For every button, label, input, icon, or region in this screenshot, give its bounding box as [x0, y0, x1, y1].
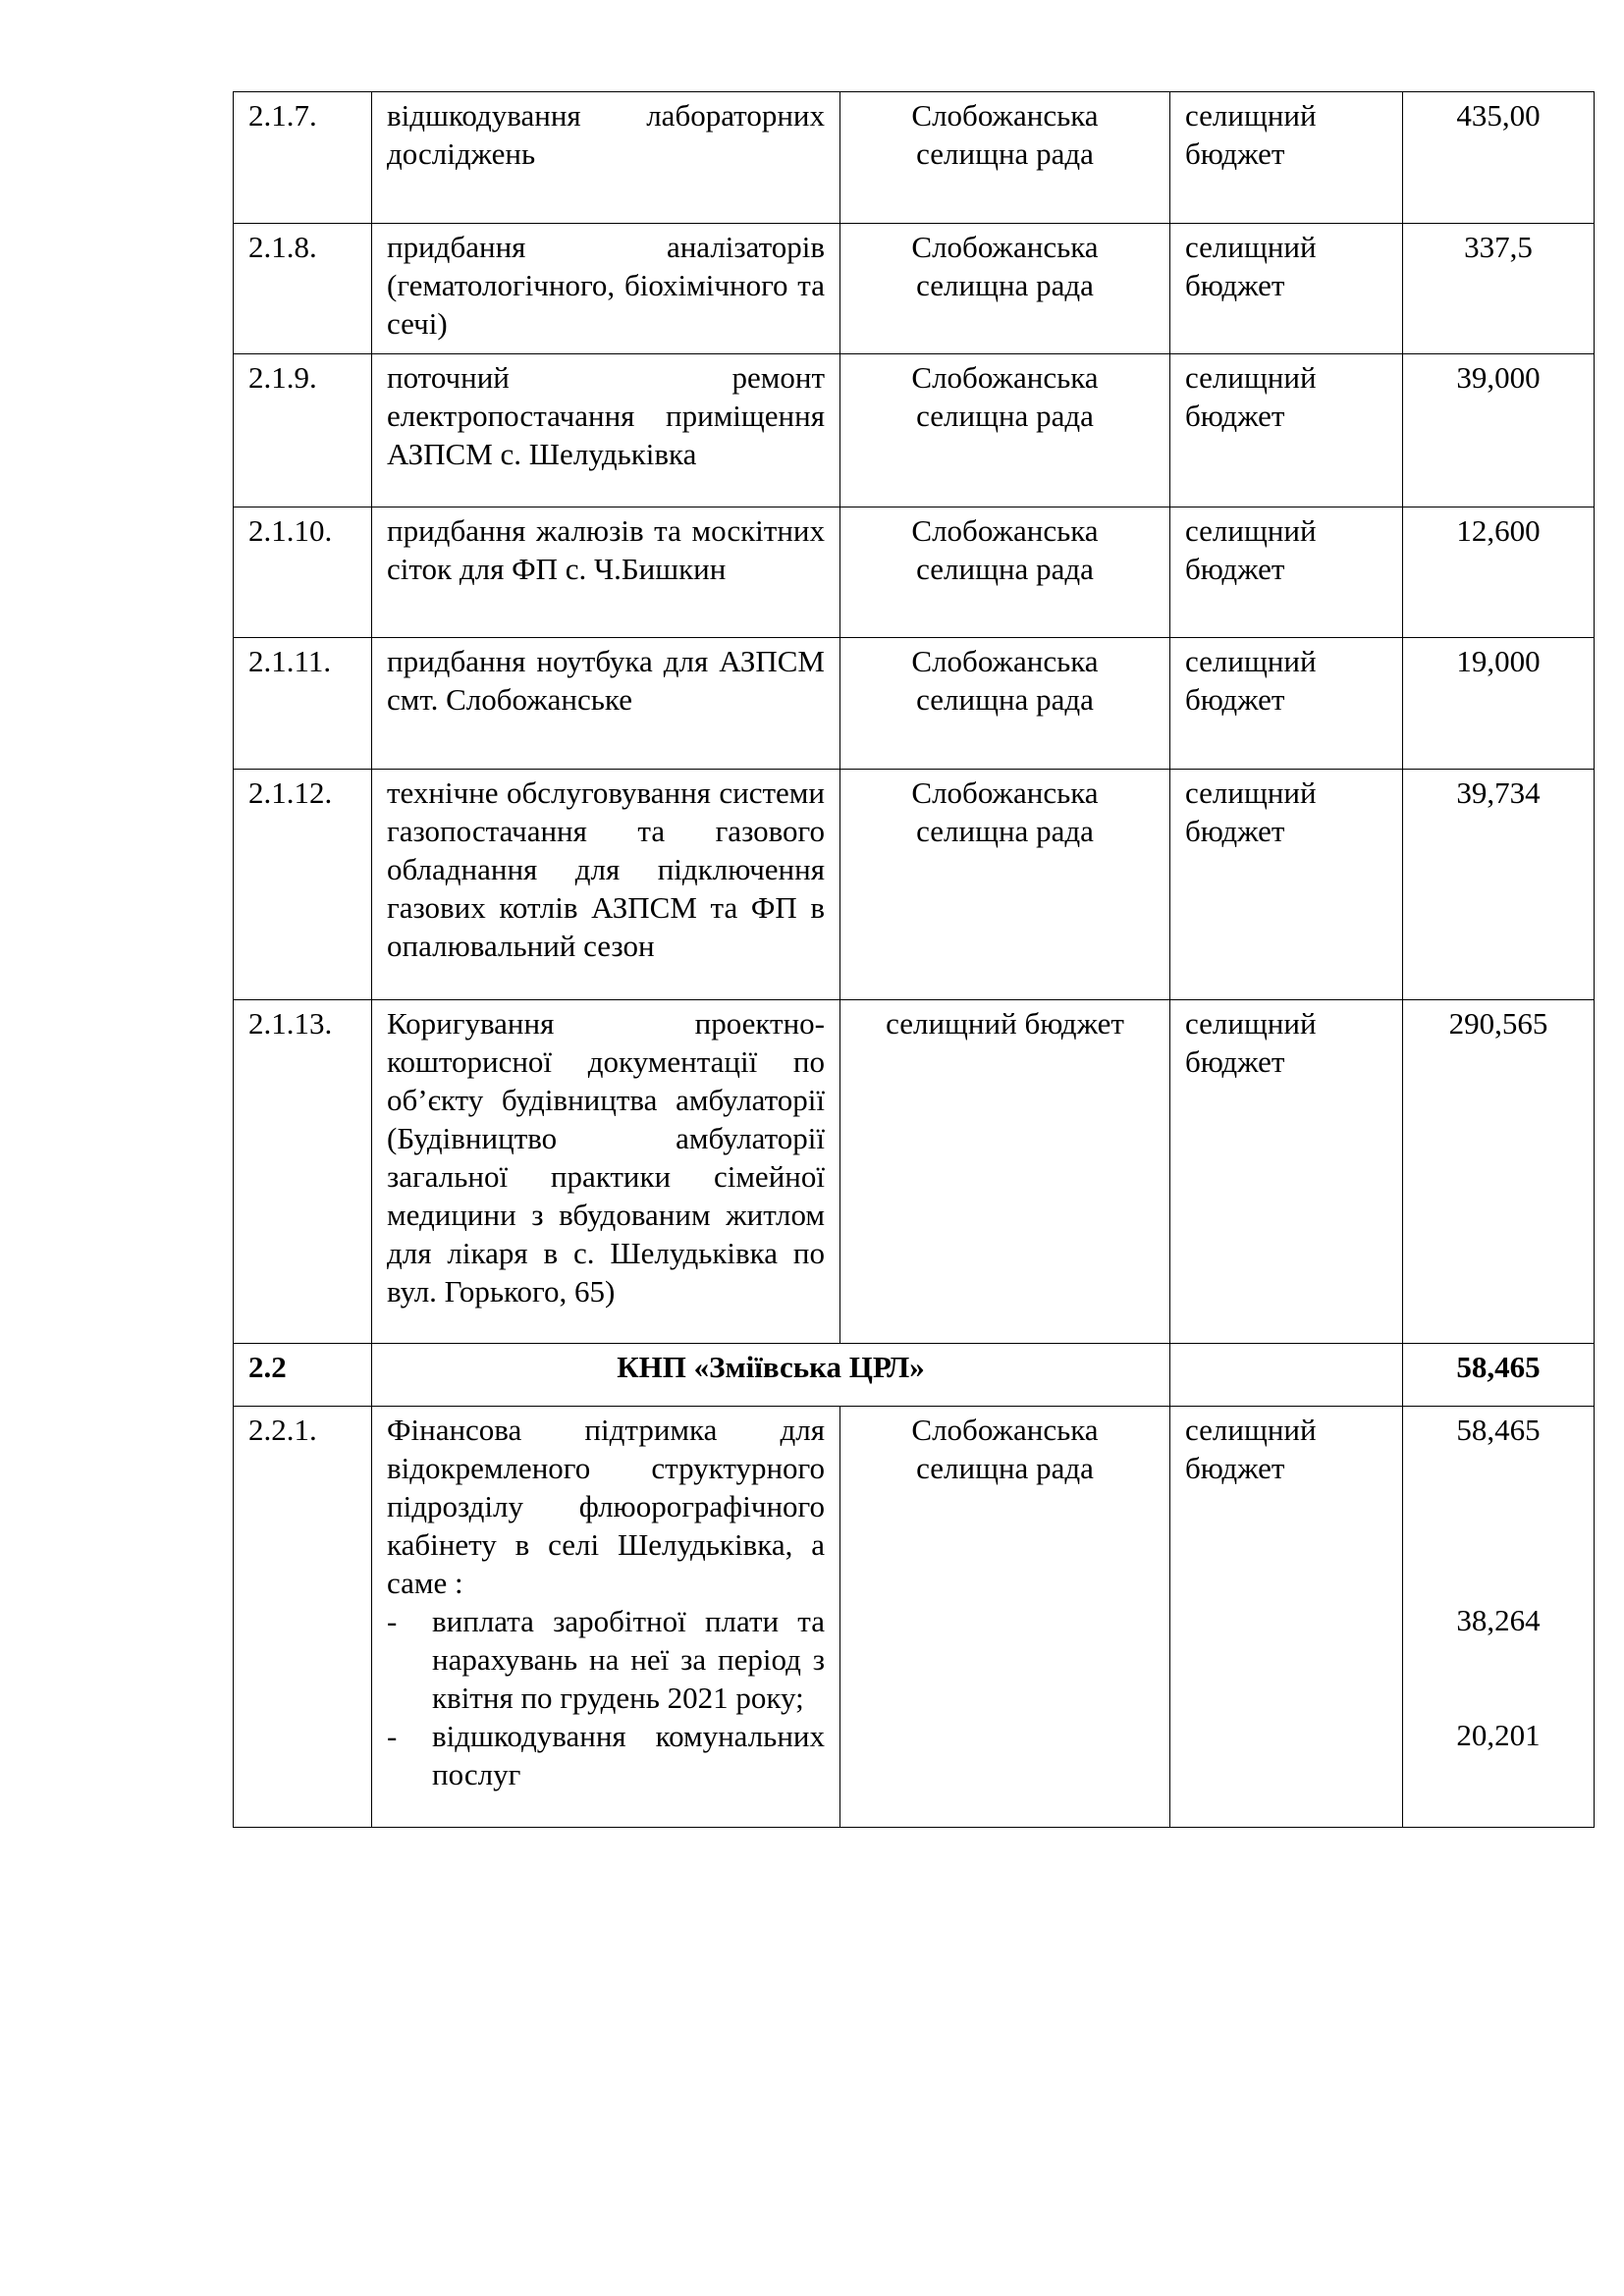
section-amount: 58,465: [1403, 1344, 1595, 1407]
item-amount-salary: 38,264: [1456, 1603, 1541, 1637]
item-executor: Слобожанська селищна рада: [840, 638, 1170, 770]
item-amount: 12,600: [1403, 507, 1595, 638]
item-number: 2.1.12.: [234, 770, 372, 1000]
section-title: КНП «Зміївська ЦРЛ»: [372, 1344, 1170, 1407]
item-number: 2.1.11.: [234, 638, 372, 770]
item-executor: Слобожанська селищна рада: [840, 92, 1170, 224]
section-empty-cell: [1170, 1344, 1403, 1407]
item-funding-source: селищний бюджет: [1170, 638, 1403, 770]
list-item-text: виплата заробітної плати та нарахувань на неї за період з квітня по грудень 2021 року;: [432, 1604, 825, 1715]
item-amount: 290,565: [1403, 1000, 1595, 1344]
item-amount-total: 58,465: [1456, 1413, 1541, 1447]
item-funding-source: селищний бюджет: [1170, 770, 1403, 1000]
item-description: поточний ремонт електропостачання приміщення АЗПСМ с. Шелудьківка: [372, 354, 840, 507]
item-executor: Слобожанська селищна рада: [840, 1407, 1170, 1828]
item-number: 2.1.13.: [234, 1000, 372, 1344]
item-description: відшкодування лабораторних досліджень: [372, 92, 840, 224]
section-row: [234, 1344, 1595, 1407]
section-number: 2.2: [234, 1344, 372, 1407]
item-executor: Слобожанська селищна рада: [840, 770, 1170, 1000]
item-amounts: [1403, 1407, 1595, 1828]
item-executor: селищний бюджет: [840, 1000, 1170, 1344]
item-number: 2.1.8.: [234, 224, 372, 354]
item-number: 2.1.7.: [234, 92, 372, 224]
table-row: [234, 224, 1595, 354]
item-amount: 337,5: [1403, 224, 1595, 354]
table-row: [234, 1000, 1595, 1344]
item-amount: 39,000: [1403, 354, 1595, 507]
item-description: Коригування проектно-кошторисної документації по об’єкту будівництва амбулаторії (Будівництво амбулаторії загальної практики сімейної медицини з вбудованим житлом для лікаря в с. Шелудьківка по вул. Горького, 65): [372, 1000, 840, 1344]
item-description: придбання жалюзів та москітних сіток для ФП с. Ч.Бишкин: [372, 507, 840, 638]
list-item: [387, 1602, 825, 1717]
item-funding-source: селищний бюджет: [1170, 92, 1403, 224]
item-funding-source: селищний бюджет: [1170, 1407, 1403, 1828]
table-row: [234, 507, 1595, 638]
item-description: технічне обслуговування системи газопостачання та газового обладнання для підключення газових котлів АЗПСМ та ФП в опалювальний сезон: [372, 770, 840, 1000]
item-funding-source: селищний бюджет: [1170, 354, 1403, 507]
item-executor: Слобожанська селищна рада: [840, 354, 1170, 507]
table-row: [234, 770, 1595, 1000]
item-number: 2.2.1.: [234, 1407, 372, 1828]
bullet-dash: -: [387, 1604, 398, 1638]
bullet-dash: -: [387, 1719, 398, 1753]
item-funding-source: селищний бюджет: [1170, 1000, 1403, 1344]
list-item-text: відшкодування комунальних послуг: [432, 1719, 825, 1791]
item-amount: 435,00: [1403, 92, 1595, 224]
item-description-intro: Фінансова підтримка для відокремленого структурного підрозділу флюорографічного кабінету в селі Шелудьківка, а саме :: [387, 1413, 825, 1600]
item-funding-source: селищний бюджет: [1170, 224, 1403, 354]
item-description: придбання ноутбука для АЗПСМ смт. Слобожанське: [372, 638, 840, 770]
list-item: [387, 1717, 825, 1793]
item-executor: Слобожанська селищна рада: [840, 507, 1170, 638]
item-amount-utilities: 20,201: [1456, 1718, 1541, 1752]
budget-table: [233, 91, 1595, 1828]
item-funding-source: селищний бюджет: [1170, 507, 1403, 638]
item-description: [372, 1407, 840, 1828]
item-executor: Слобожанська селищна рада: [840, 224, 1170, 354]
item-amount: 19,000: [1403, 638, 1595, 770]
table-row: [234, 92, 1595, 224]
item-number: 2.1.9.: [234, 354, 372, 507]
table-row: [234, 354, 1595, 507]
item-amount: 39,734: [1403, 770, 1595, 1000]
item-number: 2.1.10.: [234, 507, 372, 638]
item-description: придбання аналізаторів (гематологічного, біохімічного та сечі): [372, 224, 840, 354]
table-row: [234, 1407, 1595, 1828]
table-row: [234, 638, 1595, 770]
